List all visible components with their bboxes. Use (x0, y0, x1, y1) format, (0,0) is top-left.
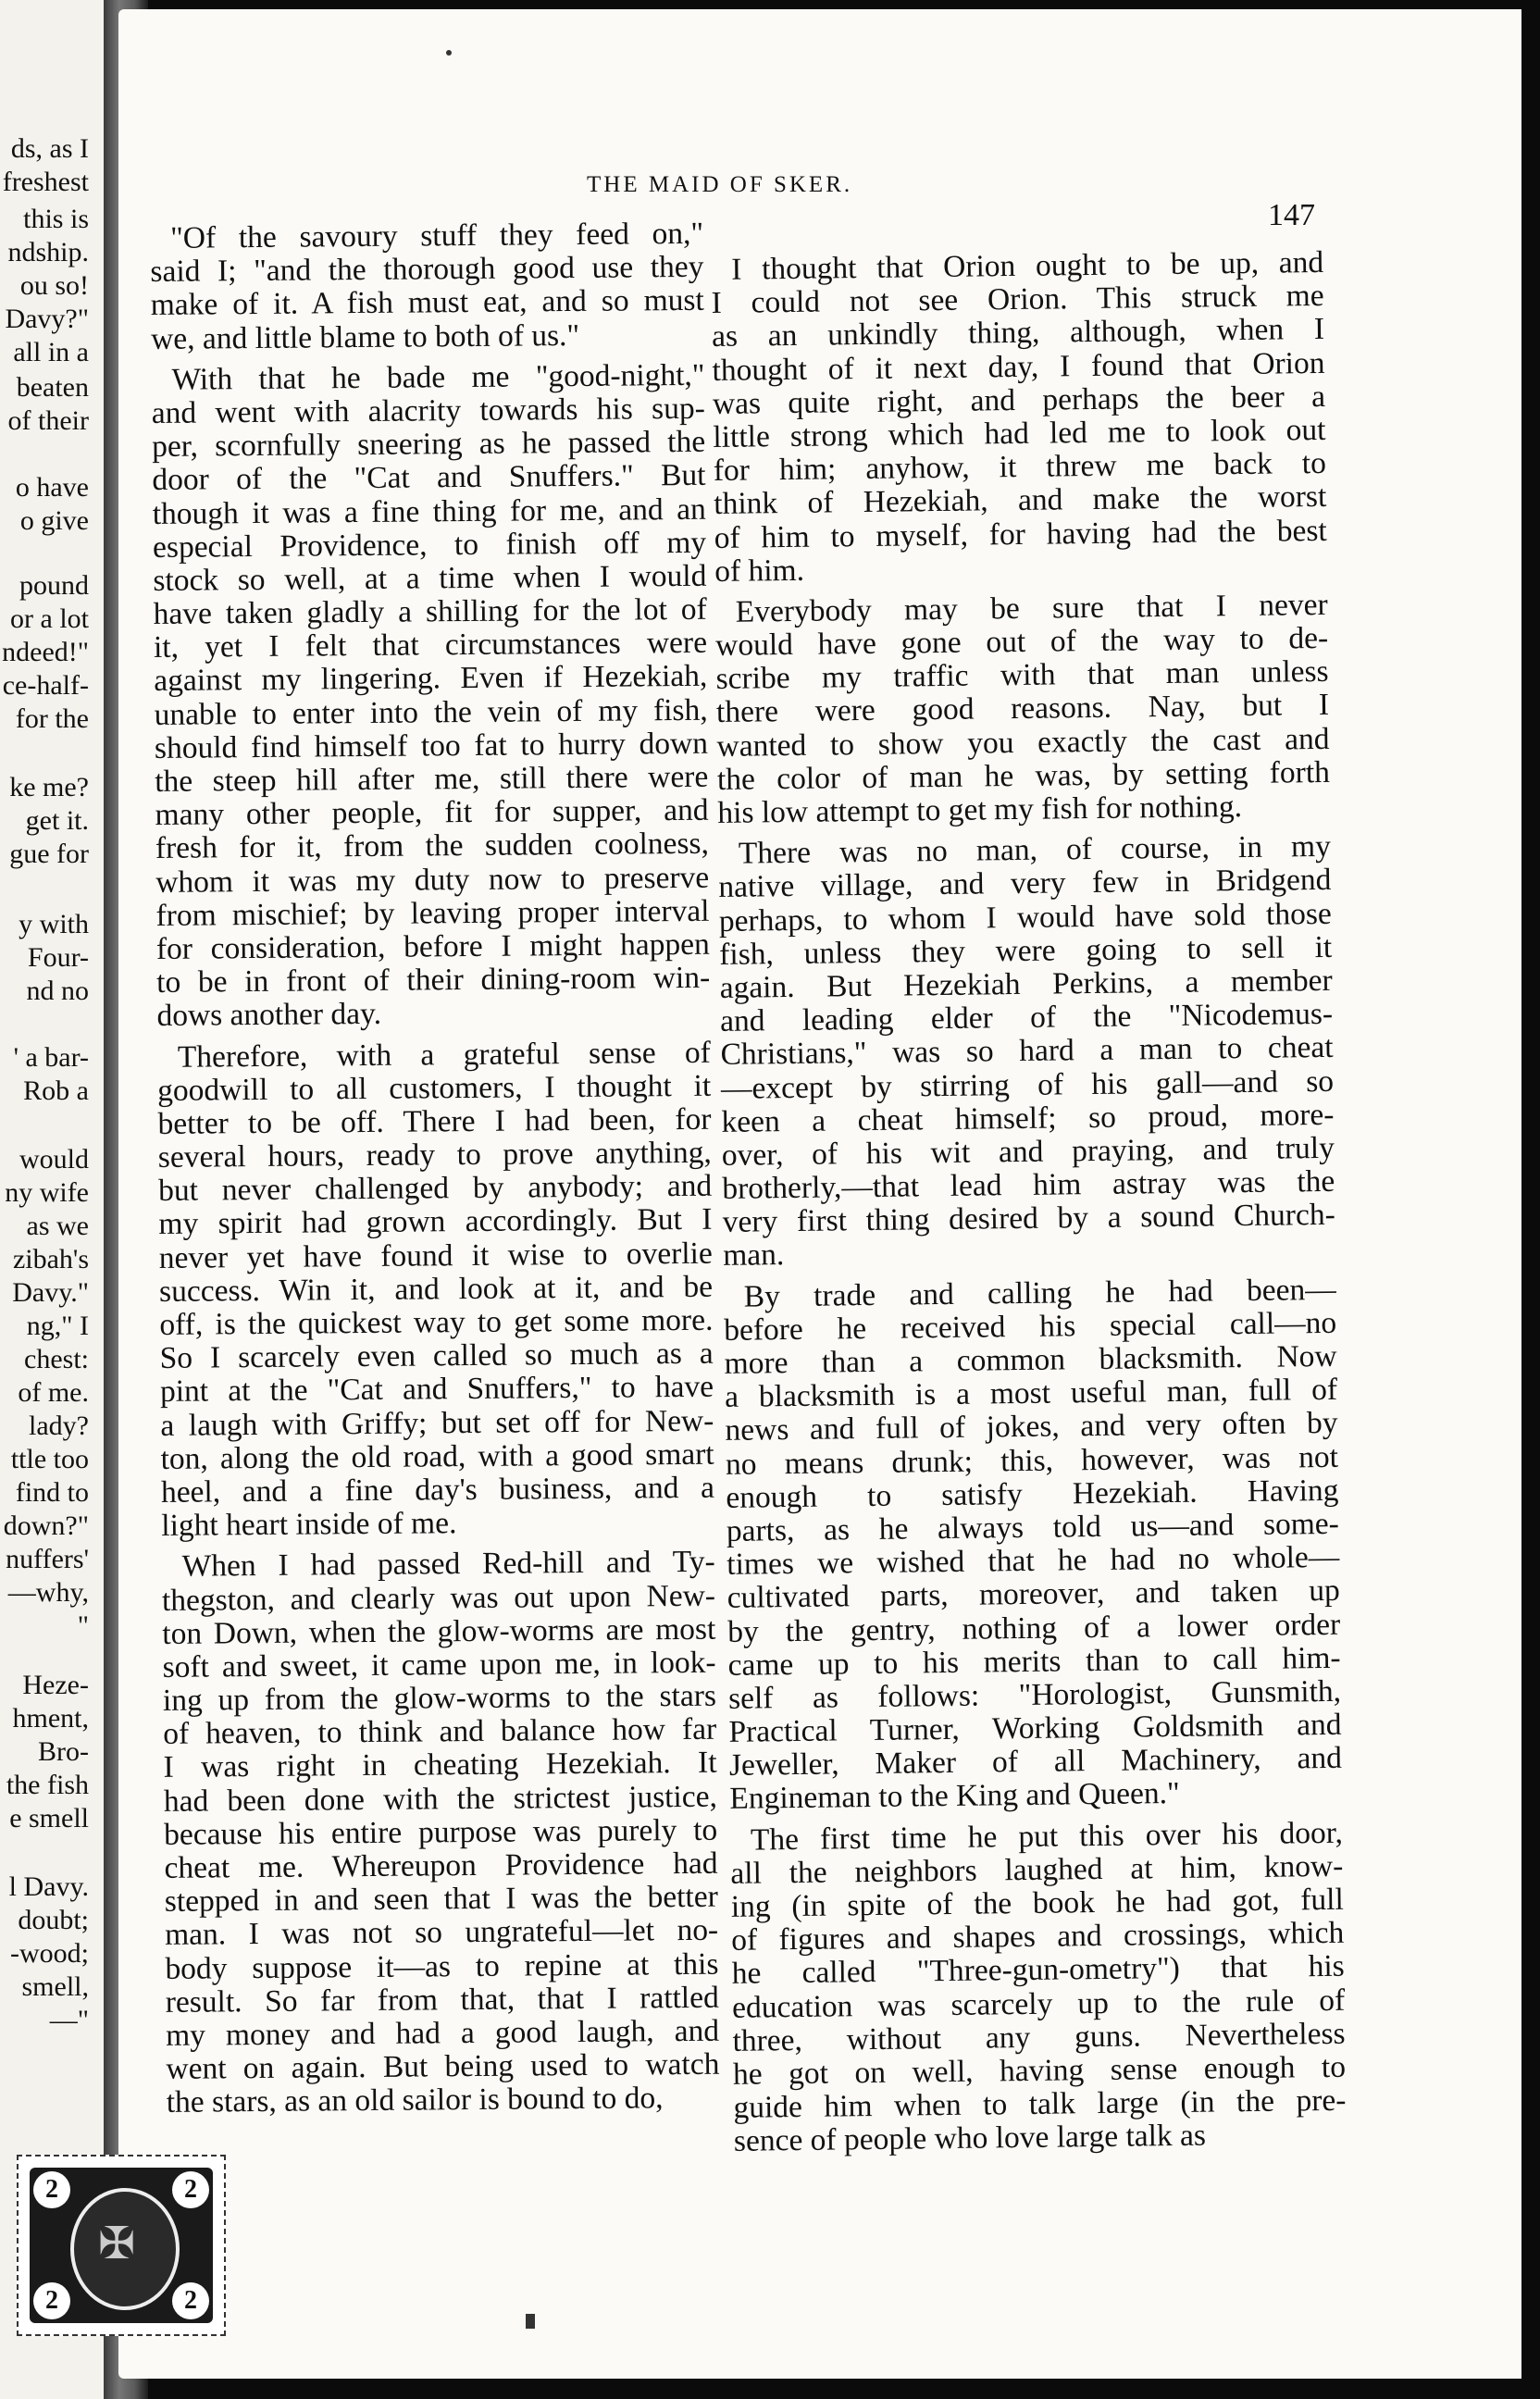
facing-page-line: ng," I (26, 1311, 89, 1341)
facing-page-line: nd no (26, 976, 89, 1006)
facing-page-line: Four- (27, 942, 89, 973)
text-line: especial Providence, to finish off my (152, 525, 707, 565)
facing-page-line: Davy." (12, 1277, 89, 1308)
text-line: better to be off. There I had been, for (157, 1101, 712, 1141)
facing-page-line: lady? (29, 1411, 89, 1441)
text-line: perhaps, to whom I would have sold those (718, 896, 1332, 938)
stamp-design (30, 2168, 213, 2323)
text-line: before he received his special call—no (723, 1305, 1337, 1348)
text-line: parts, as he always told us—and some- (726, 1506, 1340, 1548)
text-line: enough to satisfy Hezekiah. Having (726, 1473, 1339, 1515)
text-line: heel, and a fine day's business, and a (160, 1470, 715, 1510)
facing-page-line: gue for (9, 839, 89, 869)
text-line: stepped in and seen that I was the better (164, 1879, 718, 1920)
left-text-column (150, 218, 720, 2120)
text-line: went on again. But being used to watch (166, 2046, 720, 2087)
eagle-emblem-icon: ✠ (98, 2219, 136, 2268)
text-line: said I; "and the thorough good use they (150, 249, 704, 290)
text-line: many other people, fit for supper, and (155, 792, 709, 833)
text-line: was quite right, and perhaps the beer a (712, 379, 1326, 421)
stamp-denomination: 2 (172, 2171, 209, 2208)
text-line: my money and had a good laugh, and (165, 2013, 720, 2053)
text-line: over, of his wit and praying, and truly (721, 1130, 1335, 1173)
facing-page-line: of me. (18, 1377, 89, 1408)
text-line: keen a cheat himself; so proud, more- (721, 1097, 1335, 1139)
facing-page-line: Rob a (23, 1075, 89, 1106)
text-line: pint at the "Cat and Snuffers," to have (159, 1370, 714, 1410)
text-line: very first thing desired by a sound Church- (722, 1198, 1335, 1240)
facing-page-line: l Davy. (8, 1871, 89, 1902)
text-line: With that he bade me "good-night," (171, 357, 705, 397)
text-line: by the gentry, nothing of a lower order (727, 1607, 1341, 1649)
text-line: body suppose it—as to repine at this (165, 1946, 719, 1986)
text-line: wanted to show you exactly the cast and (716, 721, 1330, 764)
text-line: per, scornfully sneering as he passed the (151, 424, 706, 465)
text-line: I could not see Orion. This struck me (711, 279, 1324, 321)
text-line: sence of people who love large talk as (733, 2118, 1207, 2159)
text-line: ton Down, when the glow-worms are most (162, 1611, 716, 1651)
facing-page-line: find to (15, 1477, 89, 1508)
text-line: scribe my traffic with that man unless (715, 654, 1329, 697)
text-line: —except by stirring of his gall—and so (720, 1063, 1335, 1106)
text-line: When I had passed Red-hill and Ty- (181, 1545, 715, 1585)
facing-page-line: beaten (16, 372, 89, 403)
text-line: news and full of jokes, and very often by (725, 1406, 1338, 1448)
text-line: of heaven, to think and balance how far (163, 1711, 717, 1752)
facing-page-line: for the (15, 703, 89, 734)
facing-page-line: e smell (9, 1803, 89, 1833)
text-line: came up to his merits than to call him- (727, 1640, 1341, 1683)
text-line: unable to enter into the vein of my fish, (154, 692, 708, 732)
facing-page-line: o have (15, 472, 89, 503)
text-line: of him. (714, 553, 805, 589)
text-line: door of the "Cat and Snuffers." But (152, 458, 706, 498)
text-line: the stars, as an old sailor is bound to do, (166, 2081, 664, 2120)
page-number: 147 (1268, 198, 1315, 232)
text-line: for him; anyhow, it threw me back to (713, 446, 1327, 489)
facing-page-line: ke me? (9, 772, 89, 802)
text-line: man. I was not so ungrateful—let no- (164, 1913, 719, 1953)
text-line: I thought that Orion ought to be up, and (730, 244, 1324, 287)
text-line: self as follows: "Horologist, Gunsmith, (727, 1673, 1342, 1716)
text-line: against my lingering. Even if Hezekiah, (154, 659, 708, 699)
stamp-denomination: 2 (172, 2282, 209, 2319)
text-line: "Of the savoury stuff they feed on," (169, 216, 704, 255)
text-line: dows another day. (156, 997, 382, 1034)
text-line: he called "Three-gun-ometry") that his (731, 1949, 1345, 1992)
text-line: The first time he put this over his door, (750, 1815, 1344, 1858)
text-line: more than a common blacksmith. Now (724, 1338, 1337, 1381)
text-line: the steep hill after me, still there were (155, 759, 709, 799)
text-line: thought of it next day, I found that Orion (712, 345, 1325, 388)
text-line: to be in front of their dining-room win- (156, 960, 711, 1001)
text-line: for consideration, before I might happen (155, 926, 710, 966)
facing-page-line: nuffers' (6, 1544, 89, 1574)
text-line: native village, and very few in Bridgend (718, 863, 1332, 905)
stamp-denomination: 2 (33, 2282, 70, 2319)
text-line: but never challenged by anybody; and (157, 1168, 713, 1209)
facing-page-line: down?" (3, 1510, 89, 1541)
right-text-column (711, 246, 1347, 2158)
text-line: his low attempt to get my fish for nothing. (717, 789, 1243, 830)
facing-page-line: get it. (25, 805, 89, 836)
text-line: again. But Hezekiah Perkins, a member (719, 963, 1333, 1005)
facing-page-line: Bro- (38, 1736, 89, 1767)
text-line: we, and little blame to both of us." (150, 317, 580, 356)
facing-page-line: ce-half- (2, 670, 89, 701)
text-line: had been done with the strictest justice, (163, 1779, 718, 1819)
text-line: should find himself too fat to hurry down (154, 726, 709, 765)
text-line: he got on well, having sense enough to (732, 2049, 1347, 2092)
facing-page-line: o give (19, 505, 89, 536)
text-line: cheat me. Whereupon Providence had (164, 1846, 718, 1885)
book-page (118, 9, 1521, 2379)
running-title: THE MAID OF SKER. (587, 172, 853, 197)
facing-page-line: —why, (7, 1577, 89, 1608)
facing-page-line: doubt; (18, 1905, 89, 1935)
postage-stamp (17, 2155, 226, 2336)
facing-page-line: would (19, 1144, 89, 1175)
facing-page-line: hment, (12, 1703, 89, 1734)
text-line: off, is the quickest way to get some more. (159, 1302, 714, 1342)
text-line: the color of man he was, by setting forth (716, 754, 1331, 797)
facing-page-line: ndship. (7, 237, 89, 267)
text-line: Therefore, with a grateful sense of (177, 1035, 712, 1075)
text-line: whom it was my duty now to preserve (155, 860, 710, 900)
facing-page-line: smell, (21, 1971, 89, 2002)
text-line: goodwill to all customers, I thought it (157, 1068, 712, 1108)
text-line: make of it. A fish must eat, and so must (150, 283, 704, 323)
text-line: soft and sweet, it came upon me, in look- (162, 1645, 716, 1684)
text-line: all the neighbors laughed at him, know- (730, 1848, 1344, 1891)
text-line: times we wished that he had no whole— (727, 1539, 1340, 1583)
facing-page-line: ' a bar- (13, 1042, 89, 1073)
text-line: result. So far from that, that I rattled (165, 1980, 719, 2020)
facing-page-line: the fish (6, 1770, 89, 1800)
text-line: education was scarcely up to the rule of (731, 1983, 1346, 2025)
text-line: brotherly,—that lead him astray was the (722, 1163, 1335, 1206)
facing-page-line: " (77, 1610, 89, 1641)
ink-speck (446, 50, 452, 56)
text-line: of figures and shapes and crossings, which (731, 1915, 1345, 1958)
text-line: and leading elder of the "Nicodemus- (719, 996, 1334, 1039)
facing-page-line: this is (23, 204, 89, 234)
facing-page-line: ndeed!" (2, 637, 89, 667)
text-line: ing (in spite of the book he had got, full (730, 1882, 1345, 1924)
text-line: thegston, and clearly was out upon New- (161, 1578, 716, 1618)
text-line: success. Win it, and look at it, and be (158, 1269, 714, 1309)
text-line: I was right in cheating Hezekiah. It (163, 1746, 717, 1785)
text-line: little strong which had led me to look out (713, 412, 1326, 454)
stamp-denomination: 2 (33, 2171, 70, 2208)
facing-page-line: ttle too (10, 1444, 89, 1474)
text-line: of him to myself, for having had the best (714, 513, 1327, 555)
text-line: as an unkindly thing, although, when I (711, 312, 1325, 354)
facing-page-line: as we (26, 1211, 89, 1241)
text-line: from mischief; by leaving proper interval (155, 893, 710, 933)
text-line: By trade and calling he had been— (743, 1272, 1336, 1314)
facing-page-line: or a lot (10, 603, 89, 634)
text-line: stock so well, at a time when I would (153, 558, 707, 598)
text-line: and went with alacrity towards his sup- (151, 391, 705, 430)
text-line: a blacksmith is a most useful man, full of (724, 1373, 1338, 1415)
text-line: Christians," was so hard a man to cheat (720, 1030, 1334, 1073)
facing-page-line: -wood; (10, 1938, 89, 1969)
facing-page-line: y with (19, 909, 89, 939)
text-line: ing up from the glow-worms to the stars (162, 1678, 717, 1719)
facing-page-line: ds, as I (10, 133, 89, 164)
text-line: never yet have found it wise to overlie (158, 1236, 713, 1275)
facing-page-line: freshest (2, 167, 89, 197)
facing-page-line: Heze- (22, 1670, 89, 1700)
facing-page-line: ny wife (5, 1177, 89, 1208)
text-line: ton, along the old road, with a good smart (160, 1436, 714, 1476)
text-line: there were good reasons. Nay, but I (715, 688, 1330, 730)
facing-page-line: ou so! (19, 270, 89, 301)
text-line: have taken gladly a shilling for the lot of (153, 591, 707, 632)
text-line: light heart inside of me. (161, 1506, 457, 1544)
facing-page-line: chest: (24, 1344, 89, 1374)
text-line: Everybody may be sure that I never (735, 587, 1328, 629)
text-line: Practical Turner, Working Goldsmith and (728, 1707, 1342, 1749)
facing-page-line: pound (19, 570, 89, 601)
text-line: though it was a fine thing for me, and an (152, 491, 706, 531)
facing-page-line: zibah's (12, 1244, 89, 1274)
facing-page-line: Davy?" (5, 304, 89, 334)
text-line: There was no man, of course, in my (738, 829, 1332, 871)
text-line: fish, unless they were going to sell it (719, 929, 1333, 972)
text-line: fresh for it, from the sudden coolness, (155, 827, 710, 866)
text-line: Engineman to the King and Queen." (729, 1776, 1180, 1817)
text-line: my spirit had grown accordingly. But I (158, 1202, 713, 1242)
text-line: man. (723, 1237, 785, 1274)
text-line: because his entire purpose was purely to (164, 1812, 718, 1852)
text-line: think of Hezekiah, and make the worst (714, 479, 1327, 522)
text-line: a laugh with Griffy; but set off for New- (160, 1403, 714, 1443)
text-line: no means drunk; this, however, was not (725, 1439, 1339, 1482)
text-line: guide him when to talk large (in the pre- (733, 2082, 1347, 2125)
facing-page-line: —" (49, 2005, 89, 2035)
text-line: it, yet I felt that circumstances were (153, 626, 708, 665)
text-line: would have gone out of the way to de- (714, 620, 1329, 664)
text-line: several hours, ready to prove anything, (157, 1135, 712, 1175)
facing-page-line: all in a (13, 337, 89, 367)
text-line: three, without any guns. Nevertheless (732, 2016, 1346, 2058)
facing-page (0, 0, 104, 2399)
text-line: Jeweller, Maker of all Machinery, and (728, 1741, 1343, 1784)
ink-speck (526, 2314, 535, 2329)
text-line: cultivated parts, moreover, and taken up (727, 1573, 1340, 1616)
facing-page-line: of their (7, 405, 89, 436)
text-line: So I scarcely even called so much as a (159, 1336, 714, 1376)
